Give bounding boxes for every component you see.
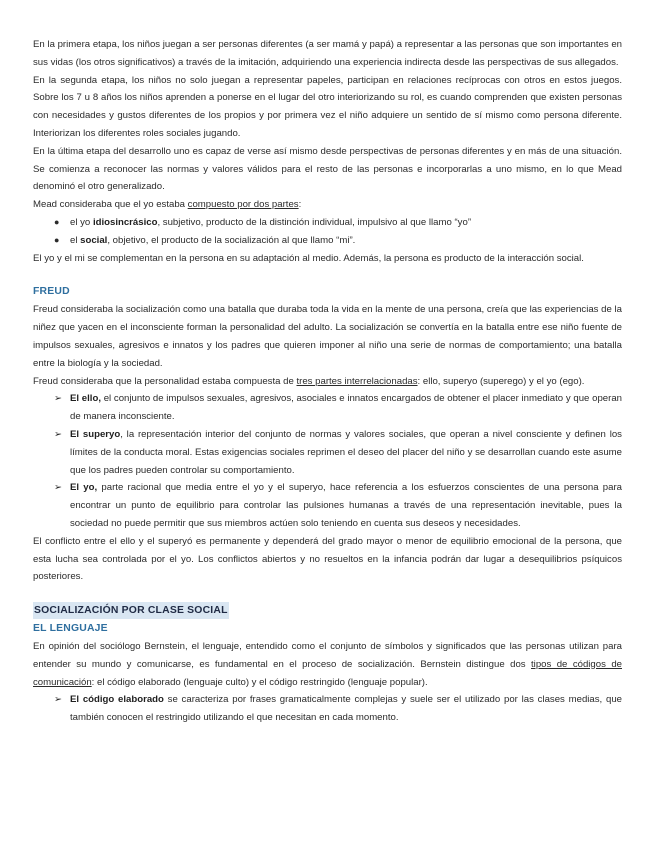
item-text: parte racional que media entre el yo y el superyo, hace referencia a los esfuerzos conscientes de una persona para encontrar un punto de equilibrio para controlar las pulsiones humanas a través de una representación inevitable, pues la sociedad no puede permitir que sus miembros actúen solo teniendo en cuenta sus deseos y necesidades.: [70, 482, 622, 529]
bullet-text: el yo: [70, 216, 93, 228]
lenguaje-paragraph: [33, 638, 622, 691]
arrow-bullet-icon: ➢: [54, 393, 62, 405]
bullet-text: , subjetivo, producto de la distinción individual, impulsivo al que llamo “yo”: [157, 216, 472, 228]
bullet-dot-icon: ●: [54, 216, 60, 227]
lenguaje-subheading: EL LENGUAJE: [33, 622, 108, 634]
mead-bullet-list: [33, 214, 622, 250]
item-bold-term: El yo,: [70, 482, 98, 494]
mead-intro-after: :: [298, 199, 302, 211]
lenguaje-text: En opinión del sociólogo Bernstein, el lenguaje, entendido como el conjunto de símbolos y significados que las personas utilizan para entender su mundo y comunicarse, es fundamental en el proceso de socialización. Bernstein distingue dos: [33, 640, 622, 670]
list-item: [33, 691, 622, 727]
item-text: el conjunto de impulsos sexuales, agresivos, asociales e innatos encargados de obtener el placer inmediato y que operan de manera inconsciente.: [70, 393, 622, 423]
freud-heading: FREUD: [33, 286, 70, 298]
arrow-bullet-icon: ➢: [54, 428, 62, 440]
list-item: [33, 214, 622, 232]
freud-paragraph-1: Freud consideraba la socialización como una batalla que duraba toda la vida en la mente de una persona, creía que las experiencias de la niñez que yacen en el inconsciente forman la personalidad del adulto. La socialización se convertía en la batalla entre ese niño fuente de impulsos sexuales, agresivos e innatos y los padres que quieren imponer al niño una serie de normas de comportamiento; una batalla entre la biología y la sociedad.: [33, 304, 622, 369]
item-bold-term: El ello,: [70, 393, 101, 405]
page-content: [33, 36, 622, 727]
freud-intro-underlined: tres partes interrelacionadas: [296, 375, 418, 387]
bullet-text: el: [70, 234, 81, 246]
freud-intro-after: : ello, superyo (superego) y el yo (ego).: [417, 375, 585, 387]
freud-intro: [33, 373, 622, 391]
arrow-bullet-icon: ➢: [54, 694, 62, 706]
mead-paragraph-4: El yo y el mi se complementan en la persona en su adaptación al medio. Además, la persona es producto de la interacción social.: [33, 252, 584, 264]
item-bold-term: El código elaborado: [70, 694, 164, 706]
mead-intro-text: Mead consideraba que el yo estaba: [33, 199, 188, 211]
list-item: [33, 426, 622, 479]
item-text: se caracteriza por frases gramaticalmente complejas y suele ser el utilizado por las clases medias, que también conocen el restringido utilizando el que necesitan en cada momento.: [70, 694, 622, 724]
mead-paragraph-1: En la primera etapa, los niños juegan a ser personas diferentes (a ser mamá y papá) a representar a las personas que son importantes en sus vidas (los otros significativos) a través de la imitación, adquiriendo una experiencia indirecta desde las perspectivas de sus allegados.: [33, 39, 622, 68]
freud-intro-text: Freud consideraba que la personalidad estaba compuesta de: [33, 375, 297, 387]
bullet-bold-term: social: [80, 234, 108, 246]
freud-paragraph-2: El conflicto entre el ello y el superyó es permanente y dependerá del grado mayor o menor de equilibrio emocional de la persona, que esta lucha sea controlada por el yo. Los conflictos abiertos y no resueltos en la infancia podrán dar lugar a desequilibrios psíquicos posteriores.: [33, 535, 622, 583]
mead-intro-underlined: compuesto por dos partes: [187, 199, 299, 211]
lenguaje-text-after: : el código elaborado (lenguaje culto) y el código restringido (lenguaje popular).: [91, 676, 428, 688]
item-text: , la representación interior del conjunto de normas y valores sociales, que operan a nivel consciente y definen los límites de la conducta moral. Estas exigencias sociales reprimen el deseo del placer del niño y se desarrollan cuando este asume que los padres pueden controlar su comportamiento.: [70, 428, 622, 476]
item-bold-term: El superyo: [70, 428, 121, 440]
bullet-dot-icon: ●: [54, 234, 60, 245]
list-item: [33, 390, 622, 426]
arrow-bullet-icon: ➢: [54, 482, 62, 494]
lenguaje-underlined: tipos de códigos de comunicación: [33, 658, 622, 688]
list-item: [33, 479, 622, 532]
freud-arrow-list: [33, 390, 622, 532]
clase-heading-row: [33, 602, 622, 620]
list-item: [33, 232, 622, 250]
bullet-text: , objetivo, el producto de la socialización al que llamo “mi”.: [107, 234, 356, 246]
clase-heading: SOCIALIZACIÓN POR CLASE SOCIAL: [33, 602, 229, 619]
mead-intro: [33, 196, 622, 214]
clase-arrow-list: [33, 691, 622, 727]
mead-paragraph-2: En la segunda etapa, los niños no solo juegan a representar papeles, participan en relaciones recíprocas con otros en estos juegos. Sobre los 7 u 8 años los niños aprenden a ponerse en el lugar del otro interiorizando su rol, es cuando comprenden que existen personas con necesidades y gustos diferentes de los propios y por primera vez el niño adquiere un sentido de sí mismo como persona diferente. Interiorizan los diferentes roles sociales jugando.: [33, 74, 622, 139]
mead-paragraph-3: En la última etapa del desarrollo uno es capaz de verse así mismo desde perspectivas de personas diferentes y en más de una situación. Se comienza a reconocer las normas y valores válidos para el resto de las personas e incorporarlas a uno mismo, en lo que Mead denominó el otro generalizado.: [33, 145, 622, 193]
bullet-bold-term: idiosincrásico: [92, 216, 158, 228]
